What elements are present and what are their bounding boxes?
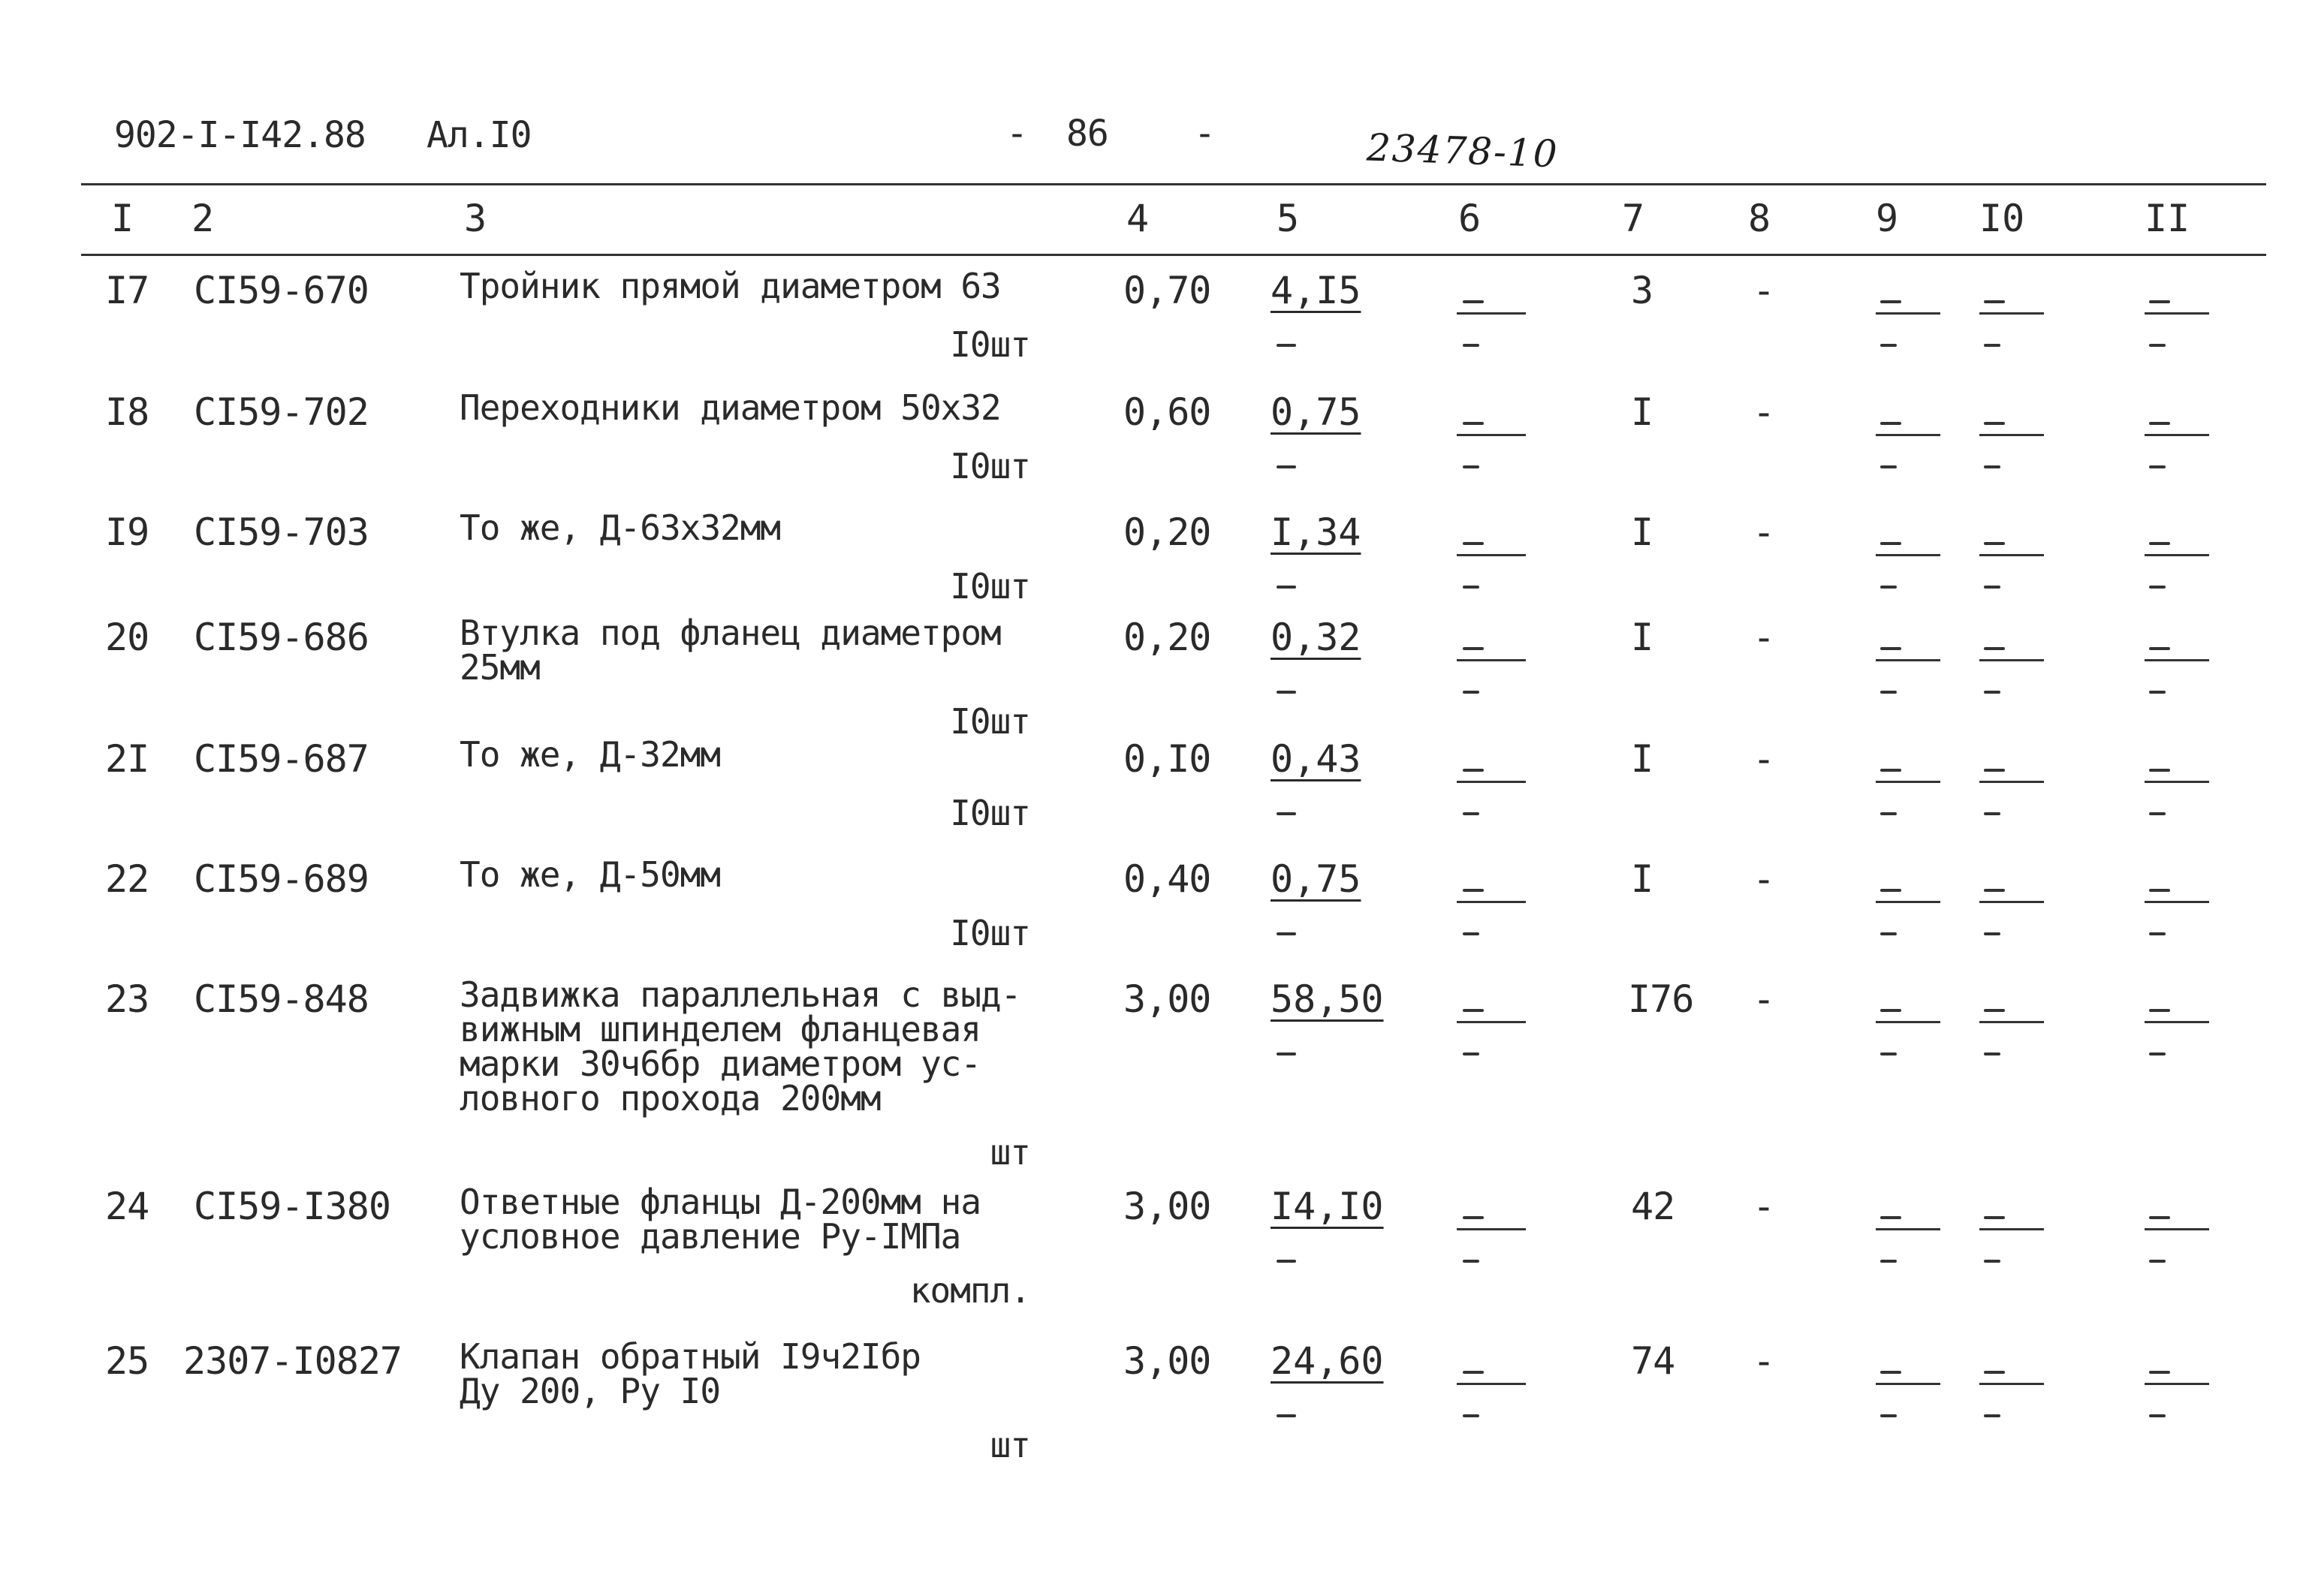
dash-mark: [2149, 932, 2166, 935]
description-line: Ду 200, Ру I0: [460, 1371, 721, 1411]
dash-mark: [2149, 1052, 2166, 1055]
dash-mark: [1984, 769, 2005, 772]
dash-mark: [2149, 422, 2170, 425]
description-line: ловного прохода 200мм: [460, 1078, 881, 1119]
underline-mark: [1979, 1021, 2044, 1023]
underline-mark: [2145, 1228, 2209, 1230]
dash-mark: [1880, 1371, 1901, 1374]
dash-mark: [1463, 1216, 1484, 1219]
dash-mark: [1984, 647, 2005, 650]
dash-mark: [1463, 1371, 1484, 1374]
column-header: 8: [1748, 197, 1771, 240]
unit-value: 0,70: [1123, 269, 1211, 312]
dash-mark: [2149, 1260, 2166, 1263]
dash-mark: [1984, 542, 2005, 545]
quantity-value: 42: [1631, 1185, 1675, 1228]
underline-mark: [1876, 434, 1940, 436]
quantity-value: I: [1631, 857, 1653, 901]
unit-of-measure: I0шт: [950, 566, 1030, 607]
underline-mark: [1876, 781, 1940, 783]
row-number: 25: [105, 1339, 149, 1383]
album-number: Ал.I0: [427, 114, 532, 156]
unit-value: 0,20: [1123, 510, 1211, 554]
dash-mark: [1984, 586, 2000, 589]
header-rule-top: [81, 183, 2266, 185]
column-header: I: [111, 197, 134, 240]
page-dash-right: -: [1194, 113, 1215, 155]
underline-mark: [1457, 1021, 1526, 1023]
dash-mark: [1880, 647, 1901, 650]
catalog-code: CI59-I380: [194, 1185, 390, 1228]
price-value: I4,I0: [1271, 1185, 1384, 1228]
description-line: То же, Д-50мм: [460, 854, 721, 895]
column-8-value: -: [1753, 737, 1775, 781]
underline-mark: [2145, 554, 2209, 556]
underline-mark: [2145, 1021, 2209, 1023]
price-value: 24,60: [1271, 1339, 1384, 1383]
dash-mark: [2149, 769, 2170, 772]
dash-mark: [1880, 1260, 1897, 1263]
header-rule-bottom: [81, 254, 2266, 256]
dash-mark: [1984, 1260, 2000, 1263]
underline-mark: [1457, 554, 1526, 556]
dash-mark: [1277, 1260, 1296, 1263]
underline-mark: [1457, 434, 1526, 436]
row-number: 23: [105, 977, 149, 1021]
handwritten-stamp: 23478-10: [1366, 125, 1560, 176]
catalog-code: CI59-703: [194, 510, 369, 554]
underline-mark: [1457, 1228, 1526, 1230]
row-number: 2I: [105, 737, 149, 781]
dash-mark: [1277, 932, 1296, 935]
unit-value: 3,00: [1123, 1185, 1211, 1228]
row-number: 22: [105, 857, 149, 901]
unit-value: 0,60: [1123, 390, 1211, 434]
row-number: 24: [105, 1185, 149, 1228]
item-description: [460, 1336, 1045, 1411]
underline-mark: [1876, 1383, 1940, 1385]
unit-of-measure: I0шт: [950, 701, 1030, 742]
dash-mark: [1984, 1052, 2000, 1055]
description-line: Втулка под фланец диаметром: [460, 613, 1001, 653]
dash-mark: [1277, 344, 1296, 347]
price-value: 0,43: [1271, 737, 1361, 781]
description-line: Клапан обратный I9ч2Iбр: [460, 1336, 921, 1377]
item-description: [460, 387, 1045, 428]
catalog-code: CI59-670: [194, 269, 369, 312]
dash-mark: [2149, 1009, 2170, 1012]
dash-mark: [1463, 1052, 1479, 1055]
dash-mark: [1463, 769, 1484, 772]
dash-mark: [1463, 932, 1479, 935]
row-number: I7: [105, 269, 149, 312]
dash-mark: [1463, 542, 1484, 545]
page-dash-left: -: [1006, 113, 1027, 155]
dash-mark: [2149, 542, 2170, 545]
row-number: I9: [105, 510, 149, 554]
column-8-value: -: [1753, 616, 1775, 659]
unit-value: 3,00: [1123, 1339, 1211, 1383]
unit-of-measure: шт: [990, 1132, 1030, 1173]
underline-mark: [1876, 554, 1940, 556]
column-header: 3: [464, 197, 487, 240]
dash-mark: [2149, 647, 2170, 650]
underline-mark: [1457, 781, 1526, 783]
dash-mark: [2149, 889, 2170, 892]
quantity-value: I: [1631, 390, 1653, 434]
column-header: 6: [1458, 197, 1482, 240]
item-description: [460, 507, 1045, 548]
description-line: Тройник прямой диаметром 63: [460, 266, 1001, 306]
underline-mark: [1979, 312, 2044, 315]
row-number: 20: [105, 616, 149, 659]
underline-mark: [2145, 434, 2209, 436]
unit-of-measure: компл.: [909, 1270, 1030, 1311]
column-header: 5: [1277, 197, 1300, 240]
underline-mark: [2145, 901, 2209, 903]
description-line: То же, Д-32мм: [460, 734, 721, 775]
price-value: 0,32: [1271, 616, 1361, 659]
dash-mark: [2149, 344, 2166, 347]
unit-value: 0,20: [1123, 616, 1211, 659]
underline-mark: [1876, 901, 1940, 903]
dash-mark: [1984, 1414, 2000, 1417]
underline-mark: [2145, 659, 2209, 661]
dash-mark: [1277, 812, 1296, 815]
dash-mark: [2149, 586, 2166, 589]
dash-mark: [1880, 344, 1897, 347]
catalog-code: CI59-702: [194, 390, 369, 434]
description-line: вижным шпинделем фланцевая: [460, 1009, 981, 1049]
column-header: 2: [191, 197, 215, 240]
dash-mark: [2149, 1371, 2170, 1374]
dash-mark: [1463, 889, 1484, 892]
column-8-value: -: [1753, 977, 1775, 1021]
quantity-value: 3: [1631, 269, 1653, 312]
dash-mark: [1984, 465, 2000, 468]
description-line: условное давление Ру-IМПа: [460, 1216, 961, 1257]
dash-mark: [1463, 1260, 1479, 1263]
underline-mark: [1876, 312, 1940, 315]
dash-mark: [1463, 344, 1479, 347]
page-number: 86: [1066, 113, 1108, 155]
item-description: [460, 854, 1045, 895]
dash-mark: [1463, 1414, 1479, 1417]
dash-mark: [1277, 691, 1296, 694]
unit-of-measure: I0шт: [950, 446, 1030, 486]
dash-mark: [1463, 422, 1484, 425]
underline-mark: [1876, 1228, 1940, 1230]
column-8-value: -: [1753, 390, 1775, 434]
column-8-value: -: [1753, 269, 1775, 312]
item-description: [460, 974, 1045, 1119]
dash-mark: [1463, 586, 1479, 589]
dash-mark: [1880, 1009, 1901, 1012]
dash-mark: [1984, 1216, 2005, 1219]
dash-mark: [1880, 932, 1897, 935]
description-line: То же, Д-63х32мм: [460, 507, 781, 548]
price-value: I,34: [1271, 510, 1361, 554]
dash-mark: [2149, 691, 2166, 694]
column-header: 4: [1126, 197, 1150, 240]
dash-mark: [1880, 812, 1897, 815]
quantity-value: I76: [1628, 977, 1694, 1021]
underline-mark: [2145, 781, 2209, 783]
quantity-value: I: [1631, 616, 1653, 659]
column-header: I0: [1979, 197, 2025, 240]
underline-mark: [1457, 901, 1526, 903]
item-description: [460, 734, 1045, 775]
catalog-code: CI59-689: [194, 857, 369, 901]
dash-mark: [2149, 465, 2166, 468]
catalog-code: CI59-687: [194, 737, 369, 781]
dash-mark: [1880, 465, 1897, 468]
catalog-code: CI59-686: [194, 616, 369, 659]
dash-mark: [1880, 1216, 1901, 1219]
underline-mark: [1457, 312, 1526, 315]
underline-mark: [1876, 659, 1940, 661]
item-description: [460, 1182, 1045, 1257]
dash-mark: [1880, 691, 1897, 694]
underline-mark: [1979, 781, 2044, 783]
catalog-code: CI59-848: [194, 977, 369, 1021]
description-line: Задвижка параллельная с выд-: [460, 974, 1021, 1015]
dash-mark: [1880, 889, 1901, 892]
dash-mark: [1463, 647, 1484, 650]
catalog-code: 2307-I0827: [183, 1339, 402, 1383]
dash-mark: [1984, 812, 2000, 815]
dash-mark: [1880, 1052, 1897, 1055]
dash-mark: [2149, 300, 2170, 303]
dash-mark: [2149, 1414, 2166, 1417]
quantity-value: I: [1631, 737, 1653, 781]
quantity-value: 74: [1631, 1339, 1675, 1383]
underline-mark: [1979, 901, 2044, 903]
dash-mark: [1277, 465, 1296, 468]
dash-mark: [1984, 1009, 2005, 1012]
dash-mark: [1277, 1414, 1296, 1417]
description-line: Ответные фланцы Д-200мм на: [460, 1182, 981, 1222]
row-number: I8: [105, 390, 149, 434]
dash-mark: [1880, 542, 1901, 545]
doc-code: 902-I-I42.88: [114, 114, 366, 156]
unit-value: 3,00: [1123, 977, 1211, 1021]
dash-mark: [1463, 812, 1479, 815]
underline-mark: [1979, 1383, 2044, 1385]
dash-mark: [1984, 344, 2000, 347]
underline-mark: [1979, 659, 2044, 661]
dash-mark: [1984, 889, 2005, 892]
dash-mark: [2149, 812, 2166, 815]
description-line: марки 30ч6бр диаметром ус-: [460, 1043, 981, 1084]
unit-of-measure: I0шт: [950, 324, 1030, 365]
column-8-value: -: [1753, 857, 1775, 901]
column-header: 7: [1622, 197, 1645, 240]
dash-mark: [1880, 422, 1901, 425]
quantity-value: I: [1631, 510, 1653, 554]
price-value: 58,50: [1271, 977, 1384, 1021]
item-description: [460, 613, 1045, 688]
dash-mark: [1463, 1009, 1484, 1012]
dash-mark: [1880, 586, 1897, 589]
underline-mark: [2145, 1383, 2209, 1385]
dash-mark: [1984, 932, 2000, 935]
column-8-value: -: [1753, 1185, 1775, 1228]
dash-mark: [2149, 1216, 2170, 1219]
dash-mark: [1984, 1371, 2005, 1374]
underline-mark: [2145, 312, 2209, 315]
dash-mark: [1463, 465, 1479, 468]
item-description: [460, 266, 1045, 306]
unit-of-measure: I0шт: [950, 793, 1030, 833]
underline-mark: [1979, 434, 2044, 436]
dash-mark: [1463, 300, 1484, 303]
dash-mark: [1880, 769, 1901, 772]
underline-mark: [1979, 554, 2044, 556]
dash-mark: [1984, 422, 2005, 425]
dash-mark: [1880, 1414, 1897, 1417]
underline-mark: [1979, 1228, 2044, 1230]
description-line: Переходники диаметром 50х32: [460, 387, 1001, 428]
unit-of-measure: шт: [990, 1425, 1030, 1465]
column-header: II: [2145, 197, 2190, 240]
dash-mark: [1277, 1052, 1296, 1055]
unit-of-measure: I0шт: [950, 913, 1030, 953]
column-8-value: -: [1753, 510, 1775, 554]
dash-mark: [1277, 586, 1296, 589]
dash-mark: [1984, 300, 2005, 303]
underline-mark: [1457, 659, 1526, 661]
dash-mark: [1880, 300, 1901, 303]
underline-mark: [1457, 1383, 1526, 1385]
column-8-value: -: [1753, 1339, 1775, 1383]
underline-mark: [1876, 1021, 1940, 1023]
description-line: 25мм: [460, 647, 540, 688]
unit-value: 0,I0: [1123, 737, 1211, 781]
price-value: 0,75: [1271, 857, 1361, 901]
dash-mark: [1463, 691, 1479, 694]
dash-mark: [1984, 691, 2000, 694]
price-value: 4,I5: [1271, 269, 1361, 312]
price-value: 0,75: [1271, 390, 1361, 434]
column-header: 9: [1876, 197, 1899, 240]
unit-value: 0,40: [1123, 857, 1211, 901]
